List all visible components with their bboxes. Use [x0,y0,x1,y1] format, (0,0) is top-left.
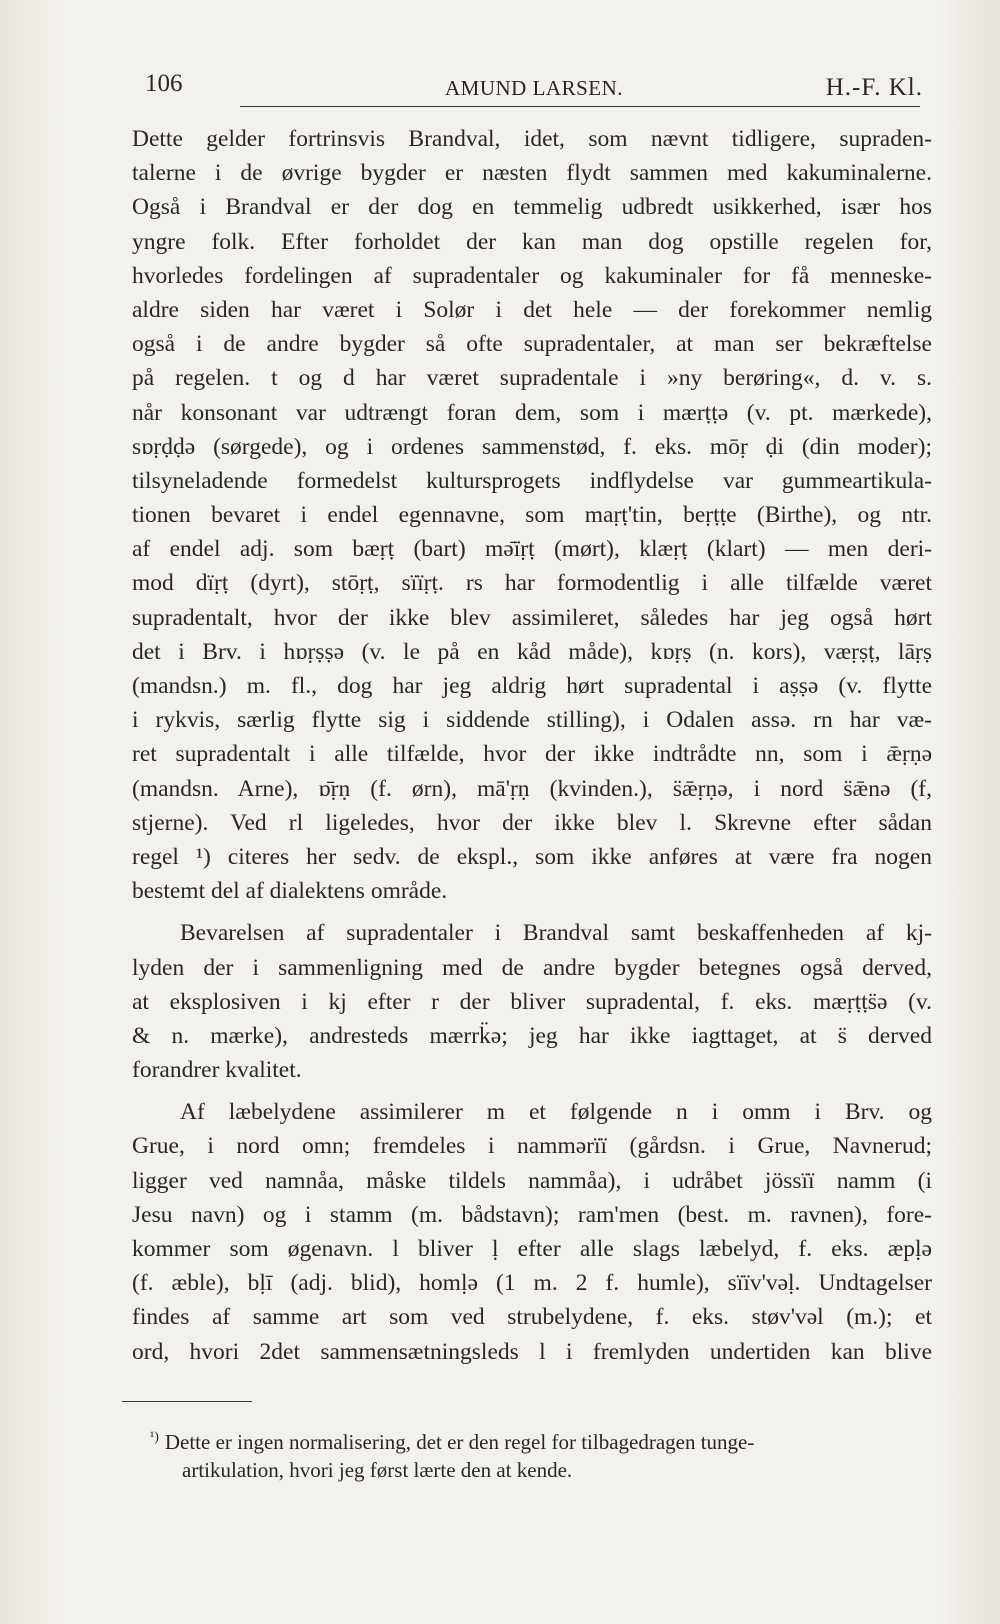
text-line: tionen bevaret i endel egennavne, som maṛṭ'tin, beṛṭṭe (Birthe), og ntr. [132,502,932,529]
text-line: Bevarelsen af supradentaler i Brandval samt beskaffenheden af kj- [180,920,932,947]
text-line: i rykvis, særlig flytte sig i siddende stilling), i Odalen assə. rn har væ- [132,707,932,734]
text-line: det i Brv. i hɒṛṣṣə (v. le på en kåd måde), kɒṛṣ (n. kors), væṛṣṭ, lāṛṣ [132,638,932,665]
text-line: Grue, i nord omn; fremdeles i nammərïï (gårdsn. i Grue, Navnerud; [132,1133,932,1160]
footnote [150,1424,910,1484]
text-line: på regelen. t og d har været supradentale i »ny berøring«, d. v. s. [132,365,932,392]
page-number: 106 [145,70,183,97]
text-line: Også i Brandval er der dog en temmelig udbredt usikkerhed, især hos [132,194,932,221]
paragraph-3 [132,1095,932,1369]
footnote-text: Dette er ingen normalisering, det er den regel for tilbagedragen tunge- [164,1430,755,1454]
text-line: sɒṛḍḍə (sørgede), og i ordenes sammenstød, f. eks. mōṛ ḍi (din moder); [132,433,932,460]
paragraph-1 [132,122,932,908]
text-line: når konsonant var udtrængt foran dem, som i mærṭṭə (v. pt. mærkede), [132,399,932,426]
text-line: ord, hvori 2det sammensætningsleds l i fremlyden undertiden kan blive [132,1338,932,1365]
text-line: forandrer kvalitet. [132,1057,302,1084]
text-line: (mandsn.) m. fl., dog har jeg aldrig hørt supradental i aṣṣə (v. flytte [132,673,932,699]
text-line: af endel adj. som bæṛṭ (bart) mə̄ïṛṭ (mørt), klæṛṭ (klart) — men deri- [132,536,932,563]
text-line: talerne i de øvrige bygder er næsten flydt sammen med kakuminalerne. [132,160,932,187]
text-line: Dette gelder fortrinsvis Brandval, idet, som nævnt tidligere, supraden- [132,126,932,152]
text-line: at eksplosiven i kj efter r der bliver supradental, f. eks. mæṛṭṭs̈ə (v. [132,988,932,1015]
header-rule [240,106,920,107]
text-line: tilsyneladende formedelst kultursprogets indflydelse var gummeartikula- [132,467,932,494]
running-head [145,66,923,102]
text-line: & n. mærke), andresteds mærrk̈ə; jeg har ikke iagttaget, at s̈ derved [132,1022,932,1049]
text-line: (f. æble), bḷī (adj. blid), homḷə (1 m. 2 f. humle), sïïv'vəḷ. Undtagelser [132,1270,932,1297]
text-line: Jesu navn) og i stamm (m. bådstavn); ram'men (best. m. ravnen), fore- [132,1201,932,1228]
body-text [132,122,932,1369]
text-line: aldre siden har været i Solør i det hele — der forekommer nemlig [132,296,932,323]
text-line: yngre folk. Efter forholdet der kan man dog opstille regelen for, [132,228,932,255]
text-line: ligger ved namnåa, måske tildels nammåa), i udråbet jössïï namm (i [132,1167,932,1194]
text-line: ret supradentalt i alle tilfælde, hvor der ikke indtrådte nn, som i ǣṛṇə [132,741,932,768]
text-line: regel ¹) citeres her sedv. de ekspl., som ikke anføres at være fra nogen [132,843,932,870]
text-line: lyden der i sammenligning med de andre bygder betegnes også derved, [132,954,932,981]
footnote-marker: ¹) [150,1430,159,1445]
text-line: kommer som øgenavn. l bliver ḷ efter alle slags læbelyd, f. eks. æpḷə [132,1236,932,1262]
text-line: (mandsn. Arne), ɒ̄ṛṇ (f. ørn), mā'ṛṇ (kvinden.), s̈ǣṛṇə, i nord s̈ǣnə (f, [132,775,932,802]
text-line: supradentalt, hvor der ikke blev assimileret, således har jeg også hørt [132,604,932,631]
text-line: også i de andre bygder så ofte supradentaler, at man ser bekræftelse [132,331,932,358]
text-line: findes af samme art som ved strubelydene, f. eks. støv'vəl (m.); et [132,1304,932,1331]
running-head-series: H.-F. Kl. [825,74,923,101]
footnote-line [150,1424,910,1456]
paragraph-2 [132,916,932,1087]
text-line: mod dïṛṭ (dyrt), stōṛṭ, sïïṛṭ. rs har formodentlig i alle tilfælde været [132,570,932,597]
text-line: bestemt del af dialektens område. [132,878,448,905]
running-head-author: AMUND LARSEN. [445,76,624,100]
text-line: Af læbelydene assimilerer m et følgende n i omm i Brv. og [180,1099,932,1126]
footnote-line: artikulation, hvori jeg først lærte den at kende. [182,1458,573,1482]
text-line: hvorledes fordelingen af supradentaler og kakuminaler for få menneske- [132,262,932,289]
text-line: stjerne). Ved rl ligeledes, hvor der ikke blev l. Skrevne efter sådan [132,809,932,836]
footnote-rule [122,1401,252,1402]
